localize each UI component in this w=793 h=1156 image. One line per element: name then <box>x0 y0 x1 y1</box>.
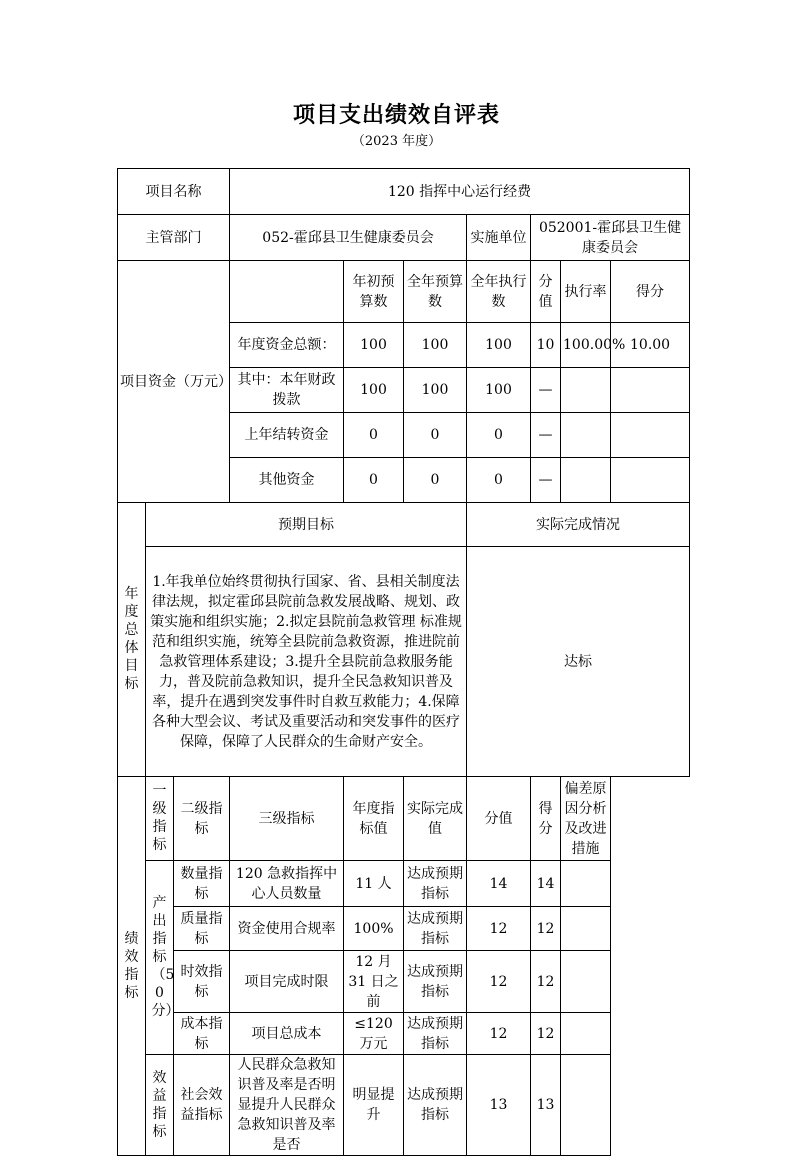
funds-score-value: 10 <box>531 323 561 368</box>
funds-rate <box>561 368 611 413</box>
funds-initial: 0 <box>344 458 404 503</box>
funds-header-score-value: 分值 <box>531 261 561 323</box>
funds-annual: 100 <box>404 323 467 368</box>
indicator-target: ≤120 万元 <box>344 1013 404 1055</box>
funds-score-value: — <box>531 458 561 503</box>
department-value: 052-霍邱县卫生健康委员会 <box>230 215 467 261</box>
funds-header-annual: 全年预算数 <box>404 261 467 323</box>
header-level1: 一级指标 <box>146 777 174 861</box>
indicator-row <box>118 1013 690 1055</box>
header-score-value: 分值 <box>467 777 531 861</box>
expected-goal-header: 预期目标 <box>146 503 467 547</box>
indicator-actual: 达成预期指标 <box>404 907 467 951</box>
funds-score <box>611 458 690 503</box>
funds-header-blank <box>230 261 344 323</box>
funds-score: 10.00 <box>611 323 690 368</box>
indicator-target: 100% <box>344 907 404 951</box>
funds-row-label: 年度资金总额： <box>230 323 344 368</box>
indicator-note <box>561 861 611 907</box>
funds-header-executed: 全年执行数 <box>467 261 531 323</box>
indicator-row <box>118 861 690 907</box>
indicator-target: 明显提升 <box>344 1055 404 1156</box>
indicator-score-value: 12 <box>467 1013 531 1055</box>
project-name-row <box>118 169 690 215</box>
indicator-score: 13 <box>531 1055 561 1156</box>
effect-indicator-label: 效益指标 <box>146 1055 174 1156</box>
funds-score-value: — <box>531 413 561 458</box>
indicator-score: 12 <box>531 1013 561 1055</box>
funds-executed: 0 <box>467 458 531 503</box>
funds-annual: 100 <box>404 368 467 413</box>
indicator-score-value: 12 <box>467 907 531 951</box>
indicator-note <box>561 1055 611 1156</box>
output-indicator-label: 产出指标（50分） <box>146 861 174 1055</box>
header-deviation-note: 偏差原因分析及改进措施 <box>561 777 611 861</box>
implementing-unit-value: 052001-霍邱县卫生健康委员会 <box>531 215 690 261</box>
indicator-score-value: 12 <box>467 951 531 1013</box>
overall-goal-label: 年度总体目标 <box>118 503 146 777</box>
funds-header-initial: 年初预算数 <box>344 261 404 323</box>
department-label: 主管部门 <box>118 215 230 261</box>
indicator-score: 12 <box>531 907 561 951</box>
indicator-note <box>561 951 611 1013</box>
indicator-row <box>118 907 690 951</box>
funds-label: 项目资金（万元） <box>118 261 230 503</box>
funds-rate: 100.00% <box>561 323 611 368</box>
indicator-target: 12 月 31 日之前 <box>344 951 404 1013</box>
funds-executed: 100 <box>467 323 531 368</box>
funds-rate <box>561 413 611 458</box>
self-evaluation-table <box>117 168 690 1156</box>
indicator-score-value: 14 <box>467 861 531 907</box>
indicator-level3: 120 急救指挥中心人员数量 <box>230 861 344 907</box>
indicator-score: 14 <box>531 861 561 907</box>
funds-score <box>611 368 690 413</box>
project-name-label: 项目名称 <box>118 169 230 215</box>
indicator-level2: 质量指标 <box>174 907 230 951</box>
funds-annual: 0 <box>404 413 467 458</box>
header-score: 得分 <box>531 777 561 861</box>
funds-score <box>611 413 690 458</box>
indicator-header-row <box>118 777 690 861</box>
project-name-value: 120 指挥中心运行经费 <box>230 169 690 215</box>
funds-row-label: 上年结转资金 <box>230 413 344 458</box>
funds-initial: 100 <box>344 368 404 413</box>
funds-header-score: 得分 <box>611 261 690 323</box>
indicator-actual: 达成预期指标 <box>404 1013 467 1055</box>
indicator-row <box>118 951 690 1013</box>
indicator-level3: 人民群众急救知识普及率是否明显提升人民群众急救知识普及率是否 <box>230 1055 344 1156</box>
indicator-level2: 社会效益指标 <box>174 1055 230 1156</box>
indicator-score: 12 <box>531 951 561 1013</box>
implementing-unit-label: 实施单位 <box>467 215 531 261</box>
funds-annual: 0 <box>404 458 467 503</box>
funds-initial: 0 <box>344 413 404 458</box>
indicator-level2: 数量指标 <box>174 861 230 907</box>
indicator-note <box>561 907 611 951</box>
funds-row-label: 其中：本年财政拨款 <box>230 368 344 413</box>
funds-rate <box>561 458 611 503</box>
indicator-row <box>118 1055 690 1156</box>
indicator-note <box>561 1013 611 1055</box>
indicator-level3: 项目完成时限 <box>230 951 344 1013</box>
funds-executed: 100 <box>467 368 531 413</box>
indicator-level2: 时效指标 <box>174 951 230 1013</box>
indicator-actual: 达成预期指标 <box>404 861 467 907</box>
funds-header-row <box>118 261 690 323</box>
goal-content-row <box>118 547 690 777</box>
indicator-actual: 达成预期指标 <box>404 1055 467 1156</box>
indicator-target: 11 人 <box>344 861 404 907</box>
expected-goal-text: 1.年我单位始终贯彻执行国家、省、县相关制度法律法规，拟定霍邱县院前急救发展战略、规划、政策实施和组织实施；2.拟定县院前急救管理 标准规范和组织实施，统筹全县院前急救资源，推进院前急救管理体系建设；3.提升全县院前急救服务能力，普及院前急救知识，提升全民急救知识普及率，提升在遇到突发事件时自救互救能力；4.保障各种大型会议、考试及重要活动和突发事件的医疗保障，保障了人民群众的生命财产安全。 <box>146 547 467 777</box>
funds-score-value: — <box>531 368 561 413</box>
indicator-level3: 资金使用合规率 <box>230 907 344 951</box>
actual-status-text: 达标 <box>467 547 690 777</box>
funds-executed: 0 <box>467 413 531 458</box>
header-level3: 三级指标 <box>230 777 344 861</box>
indicator-score-value: 13 <box>467 1055 531 1156</box>
department-row <box>118 215 690 261</box>
indicators-label: 绩效指标 <box>118 777 146 1156</box>
page-title: 项目支出绩效自评表 <box>292 103 500 128</box>
indicator-level3: 项目总成本 <box>230 1013 344 1055</box>
funds-initial: 100 <box>344 323 404 368</box>
actual-status-header: 实际完成情况 <box>467 503 690 547</box>
page-subtitle: （2023 年度） <box>351 134 442 149</box>
indicator-level2: 成本指标 <box>174 1013 230 1055</box>
header-target: 年度指标值 <box>344 777 404 861</box>
funds-row-label: 其他资金 <box>230 458 344 503</box>
goal-header-row <box>118 503 690 547</box>
funds-header-rate: 执行率 <box>561 261 611 323</box>
header-actual: 实际完成值 <box>404 777 467 861</box>
header-level2: 二级指标 <box>174 777 230 861</box>
indicator-actual: 达成预期指标 <box>404 951 467 1013</box>
